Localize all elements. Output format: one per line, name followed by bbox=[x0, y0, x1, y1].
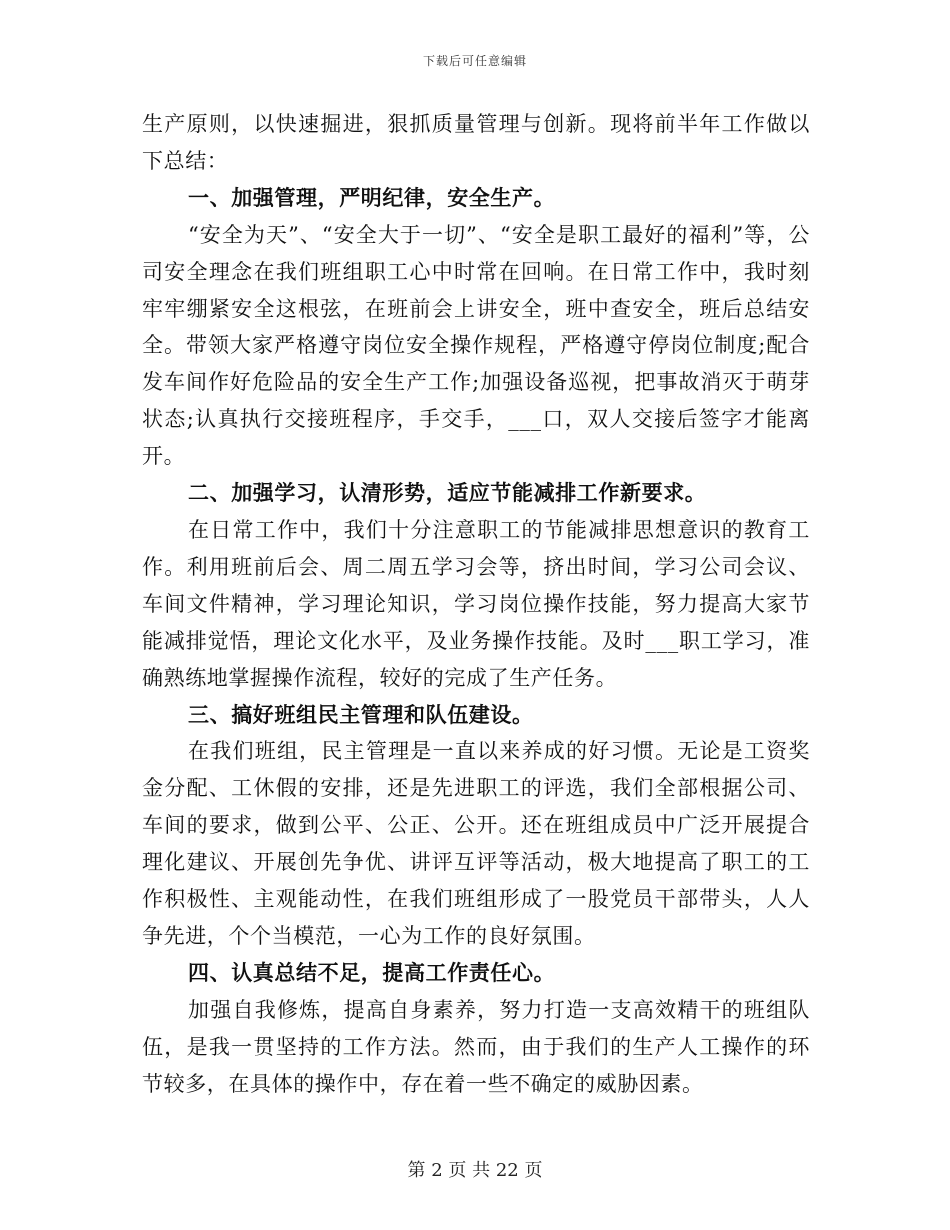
page-header: 下载后可任意编辑 bbox=[422, 54, 527, 68]
page-footer: 第 2 页 共 22 页 bbox=[407, 1160, 543, 1181]
section-paragraph-1: “安全为天”、“安全大于一切”、“安全是职工最好的福利”等，公司安全理念在我们班组职工心中时常在回响。在日常工作中，我时刻牢牢绷紧安全这根弦，在班前会上讲安全，班中查安全，班后总结安全。带领大家严格遵守岗位安全操作规程，严格遵守停岗位制度;配合发车间作好危险品的安全生产工作;加强设备巡视，把事故消灭于萌芽状态;认真执行交接班程序，手交手，___口，双人交接后签字才能离开。 bbox=[142, 222, 810, 469]
section-heading-1: 一、加强管理，严明纪律，安全生产。 bbox=[188, 184, 556, 210]
section-heading-4: 四、认真总结不足，提高工作责任心。 bbox=[188, 959, 556, 985]
section-paragraph-2: 在日常工作中，我们十分注意职工的节能减排思想意识的教育工作。利用班前后会、周二周五学习会等，挤出时间，学习公司会议、车间文件精神，学习理论知识，学习岗位操作技能，努力提高大家节能减排觉悟，理论文化水平，及业务操作技能。及时___职工学习，准确熟练地掌握操作流程，较好的完成了生产任务。 bbox=[142, 517, 810, 690]
section-paragraph-4: 加强自我修炼，提高自身素养，努力打造一支高效精干的班组队伍，是我一贯坚持的工作方法。然而，由于我们的生产人工操作的环节较多，在具体的操作中，存在着一些不确定的威胁因素。 bbox=[142, 997, 810, 1096]
section-paragraph-3: 在我们班组，民主管理是一直以来养成的好习惯。无论是工资奖金分配、工休假的安排，还是先进职工的评选，我们全部根据公司、车间的要求，做到公平、公正、公开。还在班组成员中广泛开展提合理化建议、开展创先争优、讲评互评等活动，极大地提高了职工的工作积极性、主观能动性，在我们班组形成了一股党员干部带头，人人争先进，个个当模范，一心为工作的良好氛围。 bbox=[142, 739, 810, 948]
section-heading-2: 二、加强学习，认清形势，适应节能减排工作新要求。 bbox=[188, 480, 707, 506]
intro-paragraph: 生产原则，以快速掘进，狠抓质量管理与创新。现将前半年工作做以下总结： bbox=[142, 112, 810, 173]
section-heading-3: 三、搞好班组民主管理和队伍建设。 bbox=[188, 701, 534, 727]
document-body bbox=[142, 106, 810, 1102]
